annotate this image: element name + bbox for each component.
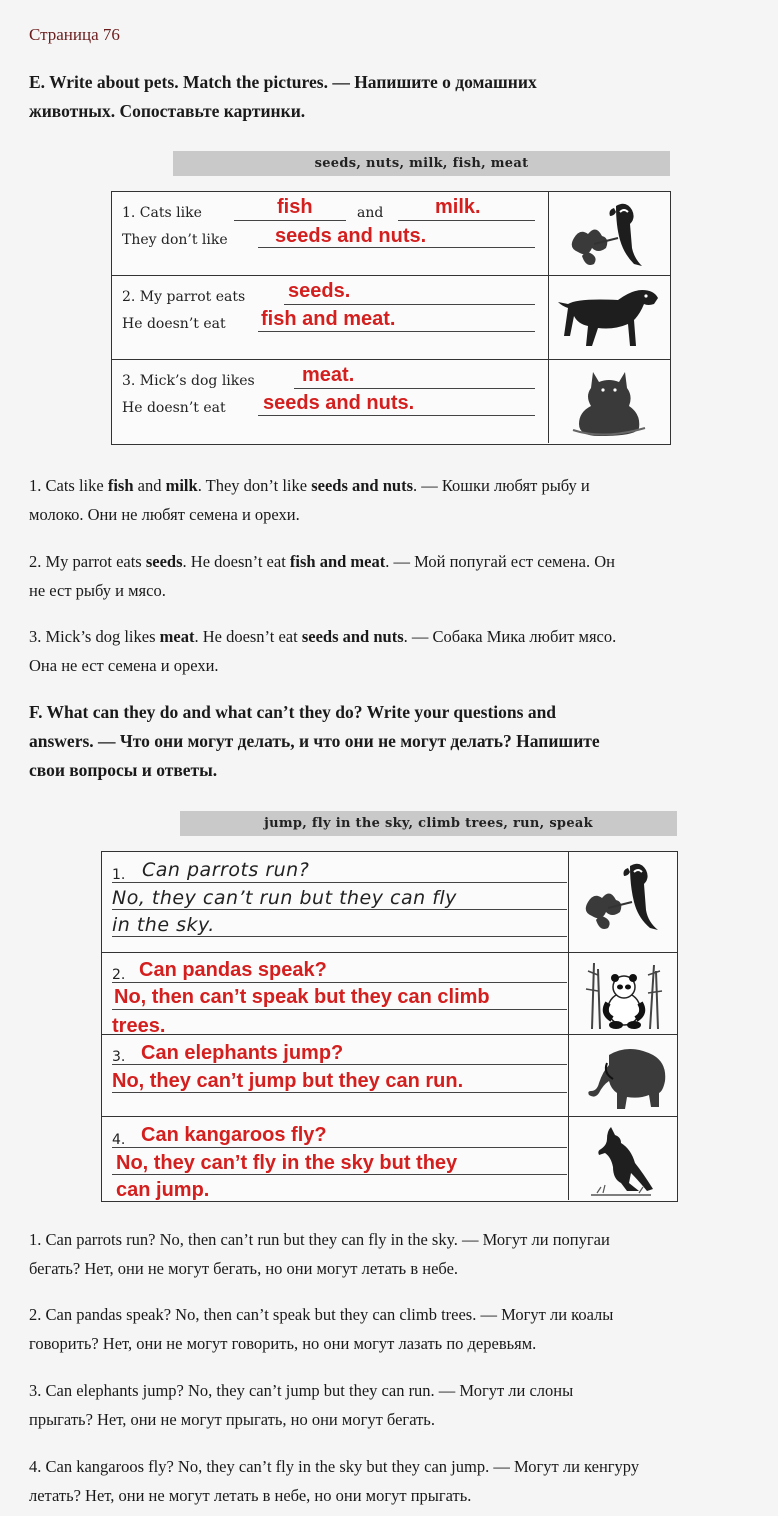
- section-f-heading-line2: answers. — Что они могут делать, и что они не могут делать? Напишите: [29, 731, 600, 751]
- section-e-heading-line2: животных. Сопоставьте картинки.: [29, 101, 306, 121]
- parrot-icon: [578, 858, 668, 938]
- row3-line2-prefix: He doesn’t eat: [122, 400, 226, 416]
- exercise-row-3: [112, 360, 670, 443]
- row1-line1-mid: and: [357, 205, 384, 221]
- ability-row2-answer-line1: No, then can’t speak but they can climb: [114, 986, 490, 1008]
- row1-line1-prefix: 1. Cats like: [122, 205, 202, 221]
- ability-row-3: 3. Can elephants jump? No, they can’t jump but they can run.: [102, 1035, 677, 1117]
- row1-image-cell: [548, 192, 669, 275]
- page-label: Страница 76: [29, 25, 120, 44]
- ability-row4-question: Can kangaroos fly?: [141, 1124, 327, 1146]
- dog-icon: [554, 282, 664, 356]
- row3-image-cell: [548, 360, 669, 443]
- section-f-exercise-table: [101, 851, 678, 1202]
- row2-answer-fish-meat: fish and meat.: [261, 308, 396, 330]
- elephant-icon: [573, 1041, 673, 1113]
- ability-row3-answer-line1: No, they can’t jump but they can run.: [112, 1070, 464, 1092]
- ability-row-1: 1. Can parrots run? No, they can’t run but they can fly in the sky.: [102, 852, 677, 953]
- row2-answer-seeds: seeds.: [288, 280, 351, 302]
- row1-answer-seeds-nuts: seeds and nuts.: [275, 225, 427, 247]
- section-e-answer-2: 2. My parrot eats seeds. He doesn’t eat fish and meat. — Мой попугай ест семена. Он не ест рыбу и мясо.: [29, 552, 615, 600]
- exercise-row-1: [112, 192, 670, 276]
- ability-row2-answer-line2: trees.: [112, 1015, 166, 1037]
- section-e-exercise-table: [111, 191, 671, 445]
- section-e-answer-1: 1. Cats like fish and milk. They don’t like seeds and nuts. — Кошки любят рыбу и молоко. Они не любят семена и орехи.: [29, 476, 590, 524]
- ability-row3-image-cell: [568, 1035, 676, 1116]
- ability-row1-answer-line2: in the sky.: [112, 914, 215, 936]
- section-f-answer-4: 4. Can kangaroos fly? No, they can’t fly in the sky but they can jump. — Могут ли кенгуру летать? Нет, они не могут летать в небе, но они могут прыгать.: [29, 1457, 640, 1505]
- ability-row1-question: Can parrots run?: [142, 859, 310, 881]
- ability-row-4: 4. Can kangaroos fly? No, they can’t fly in the sky but they can jump.: [102, 1117, 677, 1200]
- section-f-answer-3: 3. Can elephants jump? No, they can’t jump but they can run. — Могут ли слоны прыгать? Нет, они не могут прыгать, но они могут бегать.: [29, 1381, 574, 1429]
- parrot-icon: [564, 198, 654, 270]
- section-e-answer-3: 3. Mick’s dog likes meat. He doesn’t eat seeds and nuts. — Собака Мика любит мясо. Она не ест семена и орехи.: [29, 627, 617, 675]
- ability-row4-image-cell: [568, 1117, 676, 1200]
- ability-row1-answer-line1: No, they can’t run but they can fly: [112, 887, 457, 909]
- ability-row1-image-cell: [568, 852, 676, 952]
- row1-answer-fish: fish: [277, 196, 313, 218]
- section-f-heading-line1: F. What can they do and what can’t they do? Write your questions and: [29, 702, 557, 722]
- row3-answer-seeds-nuts: seeds and nuts.: [263, 392, 415, 414]
- panda-icon: [578, 959, 668, 1031]
- ability-row2-image-cell: [568, 953, 676, 1034]
- section-f-answer-1: 1. Can parrots run? No, then can’t run but they can fly in the sky. — Могут ли попугаи бегать? Нет, они не могут бегать, но они могут летать в небе.: [29, 1230, 610, 1278]
- row2-line1-prefix: 2. My parrot eats: [122, 289, 246, 305]
- section-e-heading: [29, 68, 749, 126]
- cat-icon: [569, 366, 649, 438]
- exercise-row-2: [112, 276, 670, 360]
- row2-line2-prefix: He doesn’t eat: [122, 316, 226, 332]
- section-f-word-bank: jump, fly in the sky, climb trees, run, speak: [180, 811, 677, 836]
- ability-row4-answer-line1: No, they can’t fly in the sky but they: [116, 1152, 458, 1174]
- ability-row2-question: Can pandas speak?: [139, 959, 327, 981]
- section-f-answer-2: 2. Can pandas speak? No, then can’t speak but they can climb trees. — Могут ли коалы говорить? Нет, они не могут говорить, но они могут лазать по деревьям.: [29, 1305, 614, 1353]
- section-e-word-bank: seeds, nuts, milk, fish, meat: [173, 151, 670, 176]
- section-f-heading-line3: свои вопросы и ответы.: [29, 760, 218, 780]
- ability-row-2: 2. Can pandas speak? No, then can’t speak but they can climb trees.: [102, 953, 677, 1035]
- row1-line2-prefix: They don’t like: [122, 232, 228, 248]
- row1-answer-milk: milk.: [435, 196, 481, 218]
- section-e-heading-line1: E. Write about pets. Match the pictures. — Напишите о домашних: [29, 72, 537, 92]
- row3-answer-meat: meat.: [302, 364, 355, 386]
- section-f-heading: [29, 698, 749, 785]
- row3-line1-prefix: 3. Mick’s dog likes: [122, 373, 255, 389]
- row2-image-cell: [548, 276, 669, 359]
- kangaroo-icon: [583, 1123, 663, 1197]
- ability-row4-answer-line2: can jump.: [116, 1179, 210, 1201]
- ability-row3-question: Can elephants jump?: [141, 1042, 344, 1064]
